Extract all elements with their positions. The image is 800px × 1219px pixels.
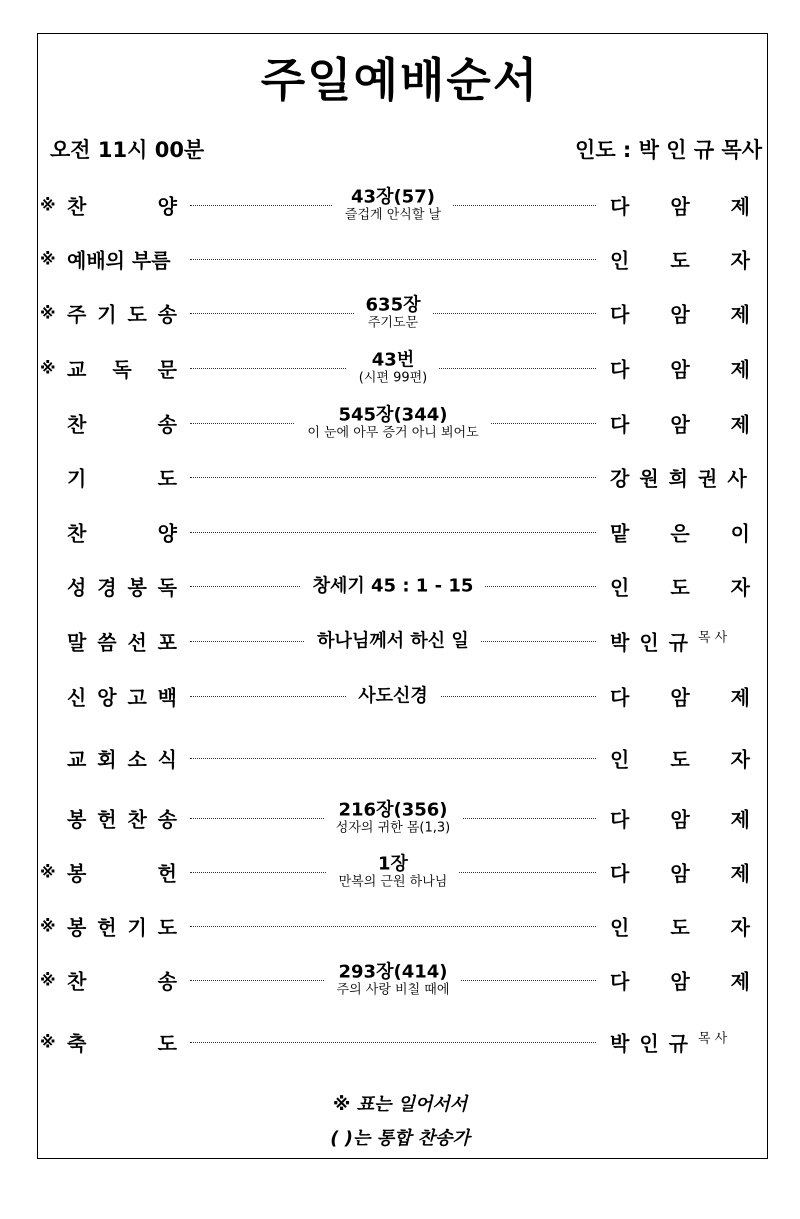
item-label-char: 회 (97, 747, 117, 772)
item-label-char: 독 (157, 575, 177, 600)
standing-mark: ※ (40, 358, 56, 378)
item-person (610, 858, 750, 887)
item-label (67, 744, 177, 773)
item-label-char: 도 (157, 1031, 177, 1056)
item-person-char: 제 (730, 412, 750, 437)
program-row (0, 847, 800, 897)
item-detail (190, 405, 596, 442)
item-label-char: 송 (157, 969, 177, 994)
item-label-char: 송 (157, 412, 177, 437)
item-person-char: 제 (730, 969, 750, 994)
item-person (610, 682, 750, 711)
item-label-char: 기 (127, 915, 147, 940)
item-label-char: 축 (67, 1031, 87, 1056)
item-person-char: 인 (610, 747, 630, 772)
item-label-char: 찬 (67, 412, 87, 437)
item-detail (190, 576, 596, 597)
item-person-char: 다 (610, 412, 630, 437)
item-reference: 545장(344) (338, 404, 448, 426)
note-standing: ※ 표는 일어서서 (332, 1094, 468, 1115)
item-label-char: 양 (157, 521, 177, 546)
item-person-char: 도 (670, 747, 690, 772)
item-person-char: 인 (639, 630, 659, 655)
item-person (610, 744, 750, 773)
item-person-char: 도 (670, 915, 690, 940)
item-detail (190, 350, 596, 387)
program-row (0, 507, 800, 557)
item-person-char: 이 (730, 521, 750, 546)
item-person-char: 암 (670, 302, 690, 327)
item-person (610, 804, 750, 833)
item-person-char: 인 (639, 1031, 659, 1056)
dotted-leader (190, 259, 596, 260)
item-person-char: 암 (670, 194, 690, 219)
item-label-char: 문 (157, 357, 177, 382)
item-person-char: 암 (670, 685, 690, 710)
item-person-char: 암 (670, 357, 690, 382)
program-row (0, 901, 800, 951)
item-label-char: 양 (157, 194, 177, 219)
standing-mark: ※ (40, 916, 56, 936)
item-person (610, 299, 750, 328)
item-label-char: 교 (67, 357, 87, 382)
item-label (67, 1028, 177, 1057)
item-label-char: 말 (67, 630, 87, 655)
item-label (67, 245, 177, 274)
dotted-leader (190, 477, 596, 478)
note-hymnal: ( )는 통합 찬송가 (330, 1128, 470, 1149)
item-reference: 1장 (378, 853, 408, 875)
item-person-char: 규 (668, 630, 688, 655)
item-reference: 창세기 45 : 1 - 15 (312, 575, 474, 597)
item-person-char: 다 (610, 861, 630, 886)
item-person-char: 강 (610, 466, 630, 491)
item-detail (190, 686, 596, 707)
item-label-char: 주 (67, 302, 87, 327)
item-label-char: 백 (157, 685, 177, 710)
item-subtitle: 성자의 귀한 몸(1,3) (335, 820, 451, 836)
item-person-char: 다 (610, 807, 630, 832)
item-person-char: 목 사 (697, 1031, 728, 1047)
item-person-char: 자 (730, 248, 750, 273)
dotted-leader (190, 926, 596, 927)
item-label-char: 소 (127, 747, 147, 772)
item-label-char: 독 (112, 357, 132, 382)
item-label-char: 예배의 부름 (67, 248, 171, 273)
item-label-char: 포 (157, 630, 177, 655)
program-row (0, 288, 800, 338)
item-label (67, 463, 177, 492)
program-row (0, 733, 800, 783)
item-label-char: 송 (157, 302, 177, 327)
item-reference: 293장(414) (338, 961, 448, 983)
item-person-char: 제 (730, 357, 750, 382)
program-row (0, 234, 800, 284)
item-person-char: 희 (668, 466, 688, 491)
item-label-char: 기 (67, 466, 87, 491)
item-label-char: 찬 (67, 194, 87, 219)
item-person-char: 다 (610, 357, 630, 382)
standing-mark: ※ (40, 862, 56, 882)
item-label (67, 804, 177, 833)
item-person-char: 규 (668, 1031, 688, 1056)
standing-mark: ※ (40, 249, 56, 269)
program-row (0, 616, 800, 666)
item-person-char: 암 (670, 861, 690, 886)
item-person (610, 245, 750, 274)
item-label (67, 191, 177, 220)
program-row (0, 671, 800, 721)
item-reference: 43번 (371, 349, 415, 371)
item-person-char: 맡 (610, 521, 630, 546)
item-person-char: 자 (730, 915, 750, 940)
standing-mark: ※ (40, 970, 56, 990)
item-person-char: 암 (670, 969, 690, 994)
item-label-char: 기 (97, 302, 117, 327)
item-subtitle: (시편 99편) (358, 370, 428, 386)
standing-mark: ※ (40, 303, 56, 323)
item-person-char: 목 사 (697, 630, 728, 646)
item-detail (190, 631, 596, 652)
item-label-char: 선 (127, 630, 147, 655)
item-detail (190, 187, 596, 224)
item-person-char: 다 (610, 302, 630, 327)
item-label-char: 봉 (67, 915, 87, 940)
standing-mark: ※ (40, 195, 56, 215)
item-reference: 43장(57) (351, 186, 435, 208)
item-label (67, 682, 177, 711)
item-subtitle: 즐겁게 안식할 날 (344, 207, 442, 223)
program-row (0, 793, 800, 843)
item-person-char: 원 (639, 466, 659, 491)
item-label-char: 송 (157, 807, 177, 832)
item-label (67, 518, 177, 547)
item-label (67, 858, 177, 887)
service-time: 오전 11시 00분 (50, 138, 205, 162)
item-person-char: 제 (730, 685, 750, 710)
item-detail (190, 295, 596, 332)
item-label-char: 헌 (97, 915, 117, 940)
item-label (67, 299, 177, 328)
item-person-char: 다 (610, 969, 630, 994)
item-reference: 하나님께서 하신 일 (317, 630, 469, 652)
item-label-char: 교 (67, 747, 87, 772)
item-person-char: 사 (727, 466, 747, 491)
item-subtitle: 만복의 근원 하나님 (338, 874, 448, 890)
item-person-char: 자 (730, 575, 750, 600)
item-label (67, 572, 177, 601)
item-label-char: 찬 (67, 521, 87, 546)
standing-mark: ※ (40, 1032, 56, 1052)
item-label-char: 찬 (67, 969, 87, 994)
item-person (610, 518, 750, 547)
item-reference: 216장(356) (338, 799, 448, 821)
program-row (0, 955, 800, 1005)
item-label-char: 경 (97, 575, 117, 600)
item-label-char: 헌 (97, 807, 117, 832)
service-leader: 인도 : 박 인 규 목사 (575, 138, 762, 162)
item-subtitle: 주의 사랑 비칠 때에 (336, 982, 450, 998)
page-title: 주일예배순서 (260, 53, 540, 107)
item-person-char: 제 (730, 194, 750, 219)
item-person (610, 627, 750, 656)
program-row (0, 452, 800, 502)
dotted-leader (190, 1042, 596, 1043)
item-detail (190, 800, 596, 837)
item-person (610, 572, 750, 601)
item-person-char: 도 (670, 575, 690, 600)
item-person-char: 은 (670, 521, 690, 546)
item-detail (190, 854, 596, 891)
item-label-char: 앙 (97, 685, 117, 710)
item-person (610, 191, 750, 220)
item-detail (190, 962, 596, 999)
item-label-char: 고 (127, 685, 147, 710)
program-row (0, 561, 800, 611)
item-person-char: 도 (670, 248, 690, 273)
item-subtitle: 주기도문 (367, 315, 419, 331)
item-label-char: 도 (157, 915, 177, 940)
item-person-char: 권 (697, 466, 718, 491)
item-label (67, 912, 177, 941)
item-label-char: 식 (157, 747, 177, 772)
item-label-char: 성 (67, 575, 87, 600)
item-person-char: 인 (610, 248, 630, 273)
item-person-char: 암 (670, 412, 690, 437)
item-label-char: 헌 (157, 861, 177, 886)
item-person-char: 자 (730, 747, 750, 772)
item-reference: 사도신경 (358, 685, 428, 707)
item-person (610, 409, 750, 438)
program-row (0, 343, 800, 393)
item-reference: 635장 (365, 294, 421, 316)
item-person-char: 제 (730, 807, 750, 832)
item-person-char: 제 (730, 302, 750, 327)
item-person-char: 제 (730, 861, 750, 886)
item-person-char: 다 (610, 194, 630, 219)
item-person (610, 1028, 750, 1057)
dotted-leader (190, 532, 596, 533)
item-person-char: 박 (610, 630, 630, 655)
item-person-char: 다 (610, 685, 630, 710)
program-row (0, 398, 800, 448)
item-label-char: 봉 (67, 861, 87, 886)
item-person-char: 인 (610, 575, 630, 600)
item-person-char: 인 (610, 915, 630, 940)
item-label-char: 신 (67, 685, 87, 710)
item-person-char: 박 (610, 1031, 630, 1056)
item-label-char: 찬 (127, 807, 147, 832)
item-label-char: 봉 (67, 807, 87, 832)
item-label-char: 씀 (97, 630, 117, 655)
item-label (67, 409, 177, 438)
item-label-char: 봉 (127, 575, 147, 600)
item-label-char: 도 (157, 466, 177, 491)
program-row (0, 180, 800, 230)
dotted-leader (190, 758, 596, 759)
item-person (610, 463, 750, 492)
item-label (67, 354, 177, 383)
item-person (610, 912, 750, 941)
item-person (610, 354, 750, 383)
program-row (0, 1017, 800, 1067)
item-label (67, 627, 177, 656)
item-person-char: 암 (670, 807, 690, 832)
item-subtitle: 이 눈에 아무 증거 아니 뵈어도 (307, 425, 479, 441)
item-label-char: 도 (127, 302, 147, 327)
item-person (610, 966, 750, 995)
item-label (67, 966, 177, 995)
